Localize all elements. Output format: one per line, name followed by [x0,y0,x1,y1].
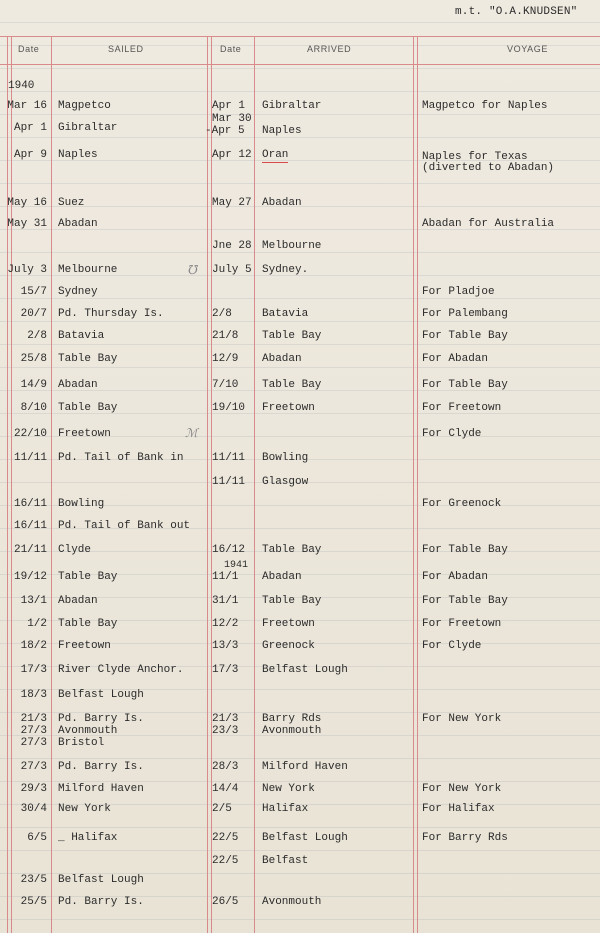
arrived-at: Freetown [262,618,315,630]
sailed-from: Batavia [58,330,105,342]
arrived-at: Barry Rds [262,713,322,725]
arrived-at: Table Bay [262,595,322,607]
voyage-note: For Pladjoe [422,286,495,298]
arrived-at: New York [262,783,315,795]
sail-date: Mar 16 [7,100,47,112]
voyage-note: (diverted to Abadan) [422,162,555,174]
sailed-from: Pd. Thursday Is. [58,308,164,320]
voyage-note: Abadan for Australia [422,218,555,230]
sailed-from: Naples [58,149,98,161]
sailed-from: Abadan [58,379,98,391]
arrival-date: 11/11 [212,452,246,464]
sailed-from: Pd. Barry Is. [58,713,144,725]
arrived-at: Freetown [262,402,315,414]
arrived-at: Naples [262,125,302,137]
sail-date: 17/3 [20,664,47,676]
arrived-at: Milford Haven [262,761,348,773]
sailed-from: Bristol [58,737,105,749]
arrived-at: Belfast [262,855,309,867]
sailed-from: Abadan [58,595,98,607]
voyage-note: For Table Bay [422,595,508,607]
arrival-date: -Apr 5 [205,125,245,137]
arrival-date: Apr 1 [212,100,246,112]
sailed-from: Abadan [58,218,98,230]
year-label-1941: 1941 [224,560,249,571]
header-top-rule [0,36,600,37]
pencil-mark: ℳ [185,426,198,440]
sailed-from: Clyde [58,544,92,556]
sailed-from: Table Bay [58,402,118,414]
voyage-note: Magpetco for Naples [422,100,548,112]
arrival-date: 21/8 [212,330,239,342]
arrival-date: 22/5 [212,855,239,867]
arrived-at: Avonmouth [262,896,322,908]
sailed-from: _ Halifax [58,832,118,844]
sailed-from: Pd. Tail of Bank out [58,520,191,532]
sail-date: 16/11 [13,520,47,532]
arrival-date: 22/5 [212,832,239,844]
arrival-date: 16/12 [212,544,246,556]
arrived-at: Bowling [262,452,309,464]
arrival-date: 19/10 [212,402,246,414]
sailed-from: Melbourne [58,264,118,276]
sail-date: 30/4 [20,803,47,815]
sailed-from: Bowling [58,498,105,510]
col-header-arrived: ARRIVED [307,44,352,54]
arrived-at: Greenock [262,640,315,652]
sailed-from: Table Bay [58,353,118,365]
rule-left-margin [7,36,12,933]
sail-date: 22/10 [13,428,47,440]
voyage-note: For Greenock [422,498,502,510]
sail-date: 11/11 [13,452,47,464]
arrival-date: 26/5 [212,896,239,908]
voyage-note: For Clyde [422,640,482,652]
sail-date: July 3 [7,264,47,276]
arrived-at: Melbourne [262,240,322,252]
sail-date: 21/11 [13,544,47,556]
arrival-date: May 27 [212,197,252,209]
sail-date: 21/3 [20,713,47,725]
sail-date: 18/2 [20,640,47,652]
arrival-date: 14/4 [212,783,239,795]
sailed-from: Pd. Barry Is. [58,896,144,908]
arrived-at: Belfast Lough [262,664,348,676]
arrival-date: Mar 30 [212,113,252,125]
sailed-from: Pd. Tail of Bank in [58,452,184,464]
arrival-date: 12/9 [212,353,239,365]
arrived-at: Halifax [262,803,309,815]
arrival-date: 13/3 [212,640,239,652]
arrival-date: 2/8 [212,308,232,320]
sail-date: 29/3 [20,783,47,795]
arrived-at: Avonmouth [262,725,322,737]
voyage-note: For Abadan [422,571,489,583]
rule-arr-date [254,36,255,933]
sailed-from: New York [58,803,111,815]
arrived-at: Batavia [262,308,309,320]
voyage-note: For Palembang [422,308,508,320]
voyage-note: For Table Bay [422,330,508,342]
sail-date: 20/7 [20,308,47,320]
arrival-date: 7/10 [212,379,239,391]
sailed-from: Milford Haven [58,783,144,795]
arrived-at: Abadan [262,571,302,583]
arrived-at: Table Bay [262,379,322,391]
sailed-from: Freetown [58,428,111,440]
sail-date: May 31 [7,218,47,230]
pencil-mark: ℧ [188,263,198,277]
voyage-note: For Freetown [422,402,502,414]
col-header-arr-date: Date [220,44,242,54]
sail-date: 27/3 [20,725,47,737]
rule-sail-date [51,36,52,933]
col-header-sail-date: Date [18,44,40,54]
arrived-at: Table Bay [262,544,322,556]
sail-date: 18/3 [20,689,47,701]
voyage-note: For Abadan [422,353,489,365]
voyage-note: For Halifax [422,803,495,815]
sail-date: 8/10 [20,402,47,414]
voyage-note: For Table Bay [422,544,508,556]
arrived-at: Sydney. [262,264,309,276]
arrived-at: Gibraltar [262,100,322,112]
voyage-note: For Table Bay [422,379,508,391]
sail-date: Apr 9 [13,149,47,161]
sailed-from: Gibraltar [58,122,118,134]
col-header-sailed: SAILED [108,44,144,54]
arrived-at: Belfast Lough [262,832,348,844]
sail-date: 27/3 [20,761,47,773]
voyage-note: Naples for Texas [422,151,528,163]
arrival-date: 28/3 [212,761,239,773]
arrival-date: 23/3 [212,725,239,737]
voyage-note: For Freetown [422,618,502,630]
sail-date: 1/2 [27,618,47,630]
sailed-from: Belfast Lough [58,689,144,701]
arrival-date: 21/3 [212,713,239,725]
arrived-at: Abadan [262,197,302,209]
arrival-date: July 5 [212,264,252,276]
arrival-date: 2/5 [212,803,232,815]
arrival-date: Jne 28 [212,240,252,252]
sailed-from: Pd. Barry Is. [58,761,144,773]
arrived-at: Abadan [262,353,302,365]
sail-date: 2/8 [27,330,47,342]
sail-date: 14/9 [20,379,47,391]
sailed-from: Suez [58,197,85,209]
header-bottom-rule [0,64,600,65]
sail-date: 27/3 [20,737,47,749]
col-header-voyage: VOYAGE [507,44,548,54]
arrival-date: 11/11 [212,476,246,488]
arrived-at: Table Bay [262,330,322,342]
arrived-at: Oran [262,149,289,161]
sail-date: 25/8 [20,353,47,365]
voyage-note: For New York [422,713,502,725]
sail-date: Apr 1 [13,122,47,134]
arrival-date: 31/1 [212,595,239,607]
sail-date: 19/12 [13,571,47,583]
voyage-note: For Clyde [422,428,482,440]
arrival-date: Apr 12 [212,149,252,161]
sailed-from: Belfast Lough [58,874,144,886]
sail-date: 15/7 [20,286,47,298]
sail-date: 6/5 [27,832,47,844]
sail-date: 16/11 [13,498,47,510]
sail-date: 13/1 [20,595,47,607]
sail-date: May 16 [7,197,47,209]
rule-arrived [413,36,418,933]
arrived-at: Glasgow [262,476,309,488]
sailed-from: River Clyde Anchor. [58,664,184,676]
voyage-note: For New York [422,783,502,795]
arrival-date: 12/2 [212,618,239,630]
sailed-from: Avonmouth [58,725,118,737]
year-label: 1940 [8,80,35,92]
sailed-from: Sydney [58,286,98,298]
sail-date: 25/5 [20,896,47,908]
arrival-date: 11/1 [212,571,239,583]
sailed-from: Freetown [58,640,111,652]
voyage-note: For Barry Rds [422,832,508,844]
ship-name: m.t. "O.A.KNUDSEN" [455,6,578,18]
sailed-from: Table Bay [58,618,118,630]
sailed-from: Magpetco [58,100,111,112]
sail-date: 23/5 [20,874,47,886]
sailed-from: Table Bay [58,571,118,583]
arrival-date: 17/3 [212,664,239,676]
